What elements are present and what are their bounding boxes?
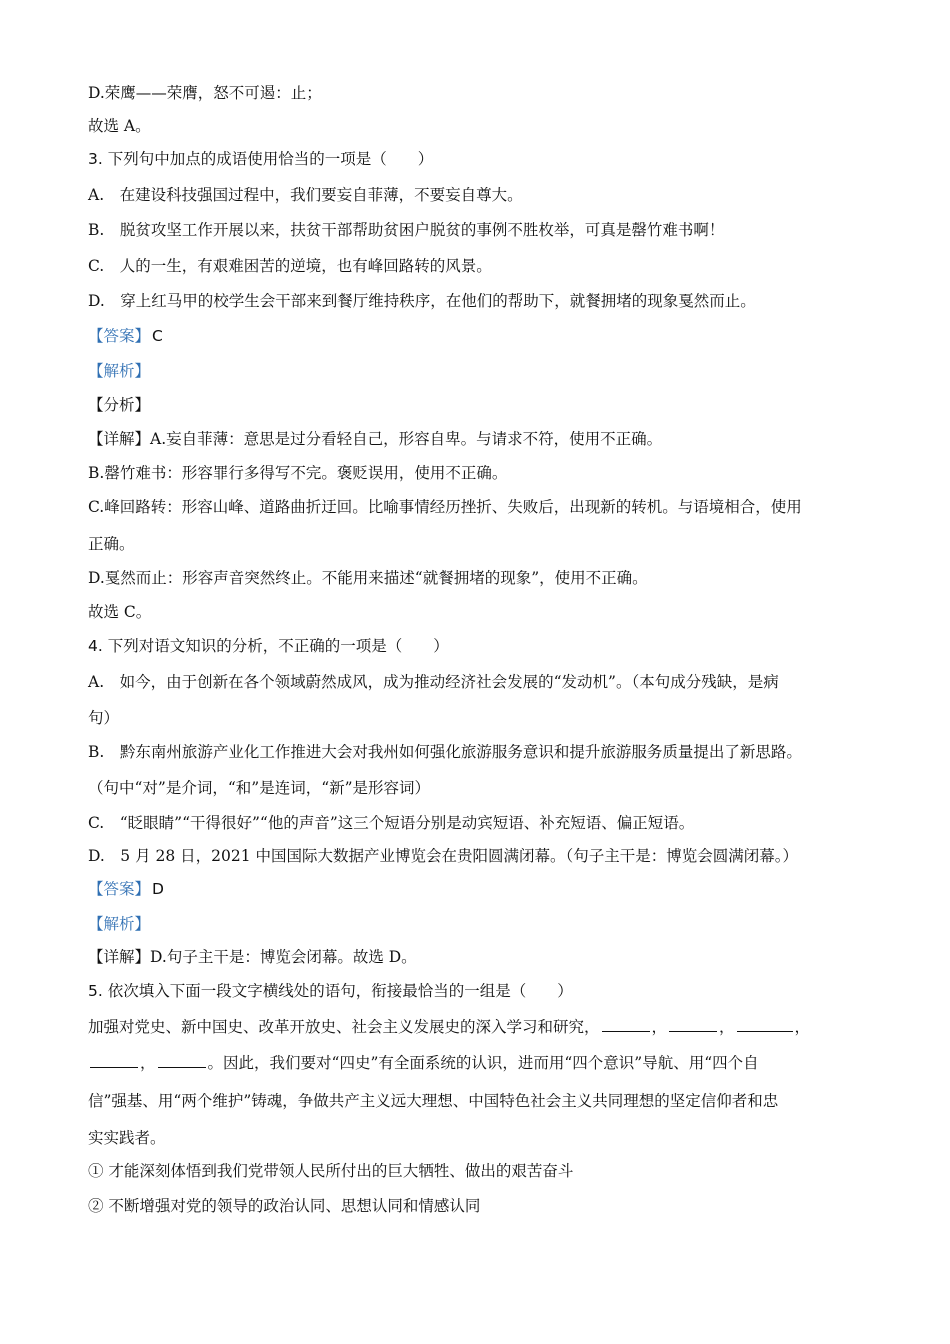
q4-detail bbox=[88, 946, 862, 968]
comma: ， bbox=[719, 1018, 735, 1036]
q3-detail-1 bbox=[88, 428, 862, 450]
q4-option-b-cont: （句中“对”是介词，“和”是连词，“新”是形容词） bbox=[88, 779, 431, 797]
question-text: . 下列对语文知识的分析，不正确的一项是（ ） bbox=[97, 637, 449, 655]
q4-option-a-cont: 句） bbox=[88, 709, 120, 727]
answer-label: 【答案】 bbox=[88, 880, 151, 898]
q4-option-b: B. 黔东南州旅游产业化工作推进大会对我州如何强化旅游服务意识和提升旅游服务质量提出了新思路。 bbox=[88, 743, 802, 761]
q4-answer bbox=[88, 878, 862, 900]
passage-text: 加强对党史、新中国史、改革开放史、社会主义发展史的深入学习和研究， bbox=[88, 1018, 600, 1036]
q5-passage-line-4: 实实践者。 bbox=[88, 1129, 166, 1147]
detail-text: D.句子主干是：博览会闭幕。故选 D。 bbox=[150, 948, 417, 966]
q3-detail-3: C.峰回路转：形容山峰、道路曲折迂回。比喻事情经历挫折、失败后，出现新的转机。与语境相合，使用 bbox=[88, 498, 802, 516]
fill-blank-5 bbox=[158, 1053, 206, 1068]
q3-analysis-label: 【解析】 bbox=[88, 362, 151, 380]
detail-label: 【详解】 bbox=[88, 430, 151, 448]
answer-label: 【答案】 bbox=[88, 327, 151, 345]
q3-option-c: C. 人的一生，有艰难困苦的逆境，也有峰回路转的风景。 bbox=[88, 257, 492, 275]
fill-blank-3 bbox=[737, 1017, 793, 1032]
q3-detail-4: D.戛然而止：形容声音突然终止。不能用来描述“就餐拥堵的现象”，使用不正确。 bbox=[88, 569, 648, 587]
answer-value: C bbox=[152, 327, 163, 345]
q3-detail-2: B.罄竹难书：形容罪行多得写不完。褒贬误用，使用不正确。 bbox=[88, 464, 508, 482]
previous-choose: 故选 A。 bbox=[88, 117, 151, 135]
comma: ， bbox=[140, 1054, 156, 1072]
fill-blank-4 bbox=[90, 1053, 138, 1068]
question-number: 5 bbox=[88, 982, 98, 1000]
detail-text: A.妄自菲薄：意思是过分看轻自己，形容自卑。与请求不符，使用不正确。 bbox=[150, 430, 663, 448]
q3-answer bbox=[88, 325, 862, 347]
q3-fenxi-label: 【分析】 bbox=[88, 396, 151, 414]
question-number: 4 bbox=[88, 637, 98, 655]
q3-option-a: A. 在建设科技强国过程中，我们要妄自菲薄，不要妄自尊大。 bbox=[88, 186, 523, 204]
question-4-title bbox=[88, 635, 862, 657]
q5-passage-line-1 bbox=[88, 1016, 862, 1038]
q3-option-d: D. 穿上红马甲的校学生会干部来到餐厅维持秩序，在他们的帮助下，就餐拥堵的现象戛然而止。 bbox=[88, 292, 756, 310]
q5-sentence-1: ① 才能深刻体悟到我们党带领人民所付出的巨大牺牲、做出的艰苦奋斗 bbox=[88, 1162, 574, 1180]
question-text: . 依次填入下面一段文字横线处的语句，衔接最恰当的一组是（ ） bbox=[97, 982, 573, 1000]
q3-option-b: B. 脱贫攻坚工作开展以来，扶贫干部帮助贫困户脱贫的事例不胜枚举，可真是罄竹难书啊！ bbox=[88, 221, 725, 239]
q5-sentence-2: ② 不断增强对党的领导的政治认同、思想认同和情感认同 bbox=[88, 1197, 481, 1215]
passage-text: 。因此，我们要对“四史”有全面系统的认识，进而用“四个意识”导航、用“四个自 bbox=[207, 1054, 759, 1072]
comma: ， bbox=[794, 1018, 811, 1036]
question-text: . 下列句中加点的成语使用恰当的一项是（ ） bbox=[97, 150, 434, 168]
q4-option-d: D. 5 月 28 日，2021 中国国际大数据产业博览会在贵阳圆满闭幕。（句子主干是：博览会圆满闭幕。） bbox=[88, 847, 799, 865]
q5-passage-line-2 bbox=[88, 1052, 862, 1074]
comma: ， bbox=[651, 1018, 668, 1036]
question-3-title bbox=[88, 148, 862, 170]
fill-blank-1 bbox=[602, 1017, 650, 1032]
q4-option-a: A. 如今，由于创新在各个领域蔚然成风，成为推动经济社会发展的“发动机”。（本句成分残缺，是病 bbox=[88, 673, 779, 691]
q4-analysis-label: 【解析】 bbox=[88, 915, 151, 933]
detail-label: 【详解】 bbox=[88, 948, 151, 966]
fill-blank-2 bbox=[669, 1017, 717, 1032]
option-d-previous: D.荣鹰——荣膺，怒不可遏：止； bbox=[88, 84, 322, 102]
answer-value: D bbox=[152, 880, 164, 898]
q3-choose: 故选 C。 bbox=[88, 603, 152, 621]
q5-passage-line-3: 信”强基、用“两个维护”铸魂，争做共产主义远大理想、中国特色社会主义共同理想的坚定信仰者和忠 bbox=[88, 1092, 779, 1110]
question-number: 3 bbox=[88, 150, 98, 168]
question-5-title bbox=[88, 980, 862, 1002]
q3-detail-3-cont: 正确。 bbox=[88, 535, 135, 553]
q4-option-c: C. “眨眼睛”“干得很好”“他的声音”这三个短语分别是动宾短语、补充短语、偏正短语。 bbox=[88, 814, 695, 832]
